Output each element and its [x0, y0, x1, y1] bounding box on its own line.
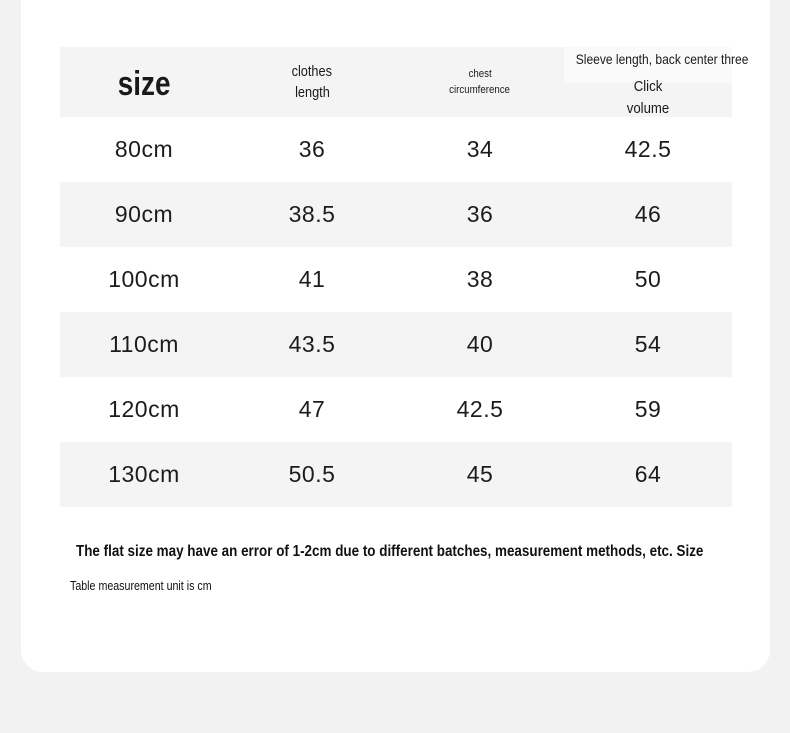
table-row: [60, 377, 732, 442]
header-size-label: size: [117, 64, 171, 103]
table-row: [60, 247, 732, 312]
cell-sleeve: 64: [634, 461, 662, 487]
cell-chest: 36: [466, 201, 494, 227]
header-clothes-length-line1: clothes: [291, 63, 333, 80]
header-sleeve-bottom-line1: Click: [633, 78, 663, 95]
header-clothes-length-line2: length: [294, 84, 330, 101]
header-chest-line1: chest: [468, 68, 492, 80]
cell-clothes-length: 47: [298, 396, 326, 422]
cell-clothes-length: 43.5: [288, 331, 336, 357]
cell-clothes-length: 50.5: [288, 461, 336, 487]
cell-size: 80cm: [114, 136, 174, 162]
cell-chest: 38: [466, 266, 494, 292]
cell-size: 130cm: [108, 461, 180, 487]
cell-size: 120cm: [108, 396, 180, 422]
header-chest-circumference: [396, 47, 564, 117]
cell-sleeve: 54: [634, 331, 662, 357]
header-sleeve-length: [564, 47, 749, 117]
table-row: [60, 442, 732, 507]
table-row: [60, 312, 732, 377]
cell-clothes-length: 41: [298, 266, 326, 292]
header-sleeve-top-label: Sleeve length, back center three: [575, 51, 749, 67]
table-row: [60, 117, 732, 182]
size-table: [60, 47, 749, 507]
cell-sleeve: 50: [634, 266, 662, 292]
measurement-note: The flat size may have an error of 1-2cm due to different batches, measurement methods, etc. Size: [76, 543, 704, 560]
cell-chest: 45: [466, 461, 494, 487]
header-clothes-length: [228, 47, 396, 117]
header-sleeve-bottom-line2: volume: [626, 100, 670, 117]
table-row: [60, 182, 732, 247]
cell-size: 100cm: [108, 266, 180, 292]
cell-sleeve: 59: [634, 396, 662, 422]
cell-size: 90cm: [114, 201, 174, 227]
cell-size: 110cm: [109, 331, 179, 357]
header-sleeve-bottom-label: [574, 76, 722, 120]
cell-chest: 42.5: [456, 396, 504, 422]
table-header-row: [60, 47, 749, 117]
cell-clothes-length: 36: [298, 136, 326, 162]
unit-note: Table measurement unit is cm: [70, 578, 212, 593]
header-chest-line2: circumference: [449, 84, 511, 96]
cell-clothes-length: 38.5: [288, 201, 336, 227]
cell-chest: 34: [466, 136, 494, 162]
cell-sleeve: 46: [634, 201, 662, 227]
cell-sleeve: 42.5: [624, 136, 672, 162]
cell-chest: 40: [466, 331, 494, 357]
header-size: [60, 47, 228, 117]
